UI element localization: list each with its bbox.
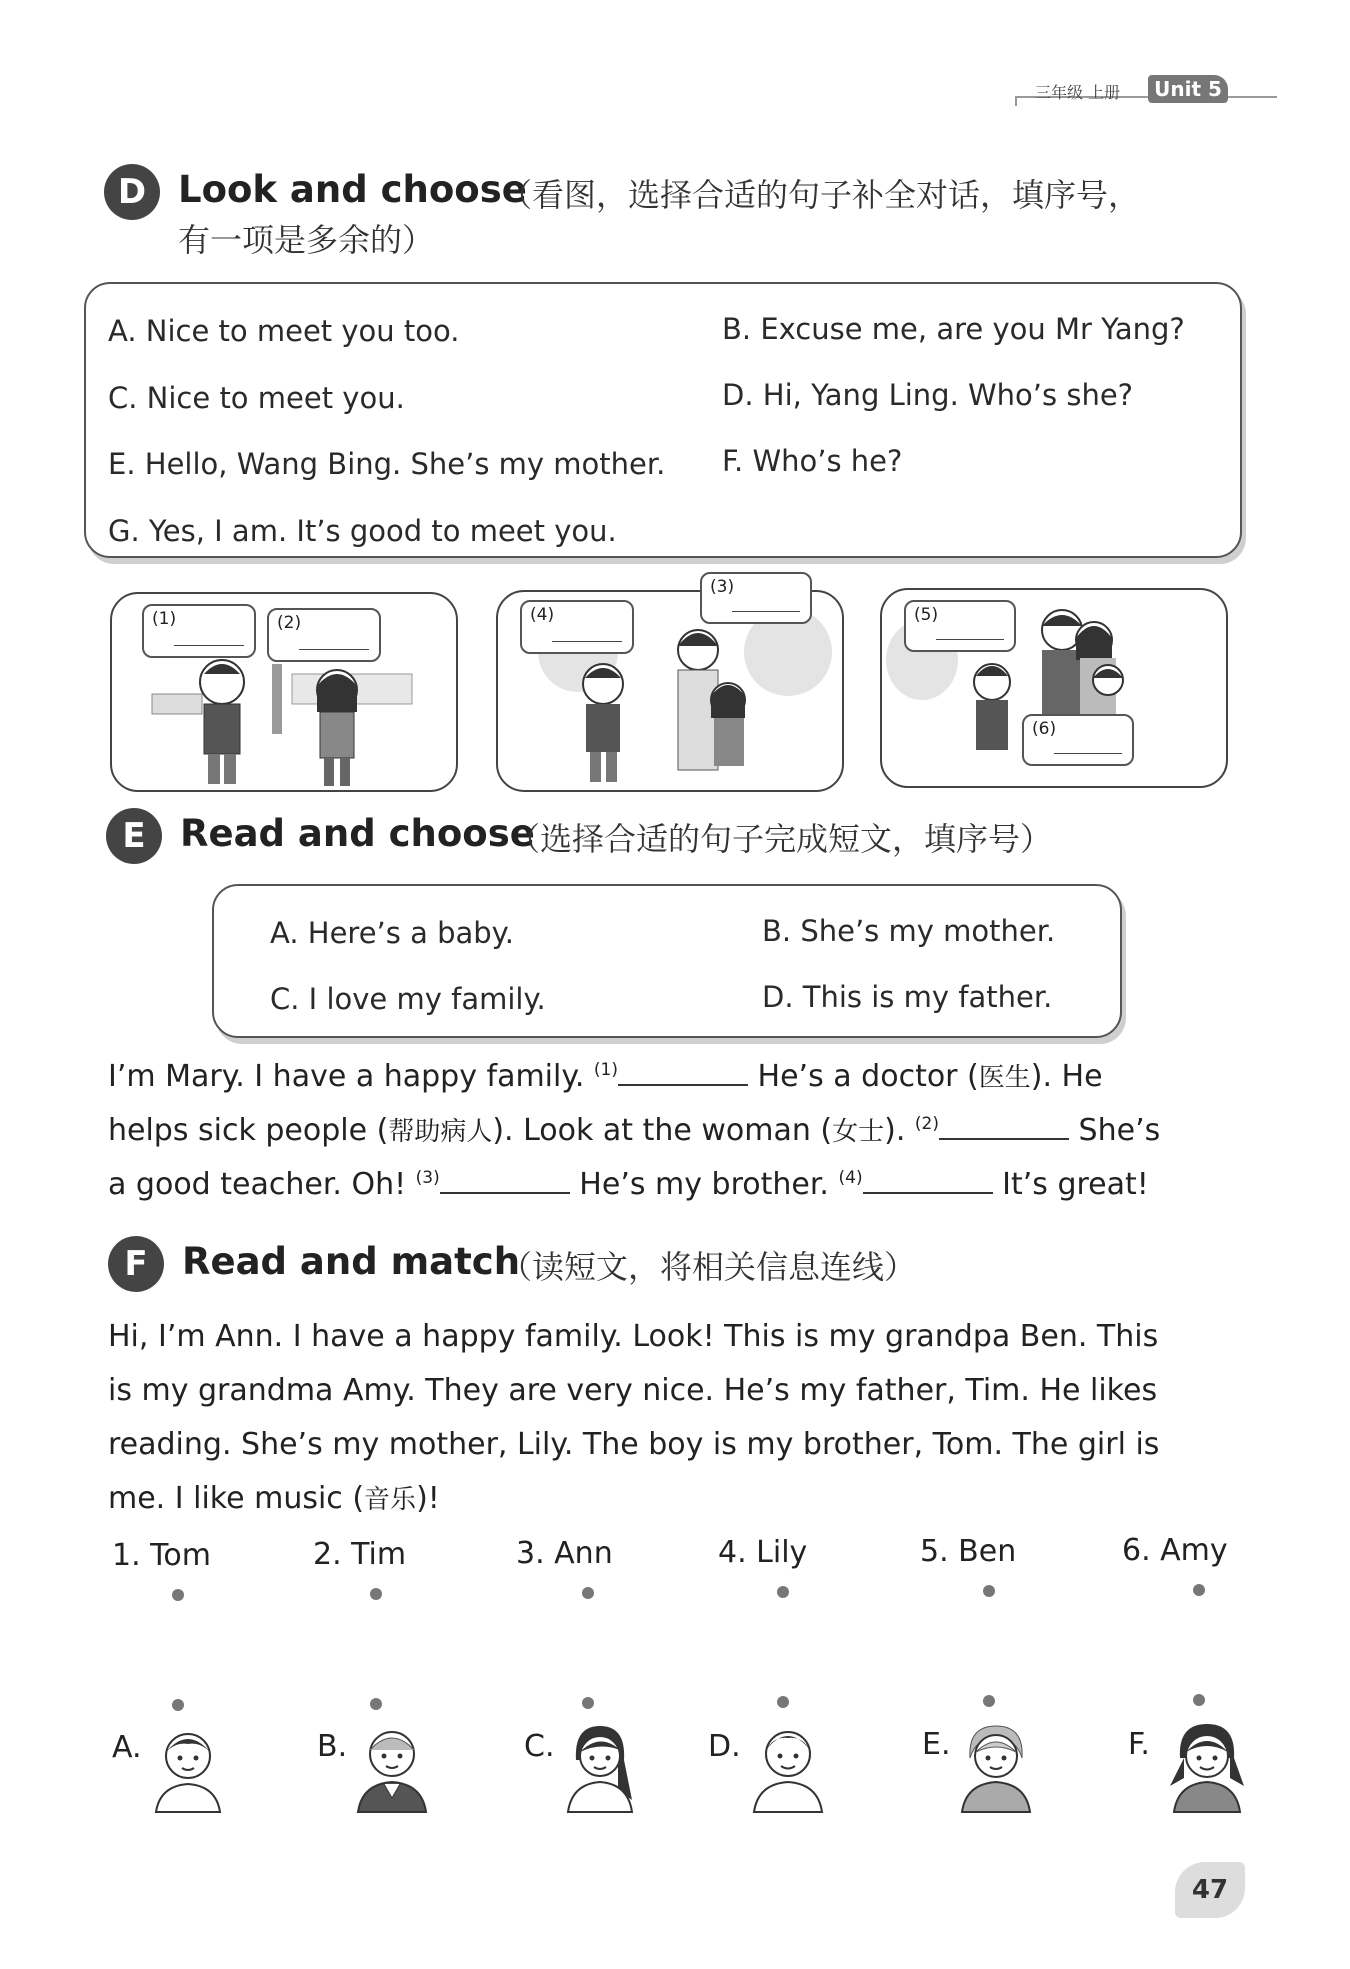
match-dot-bottom-e[interactable] bbox=[983, 1695, 995, 1707]
text: ). Look at the woman ( bbox=[492, 1113, 833, 1148]
text: She’s bbox=[1069, 1113, 1161, 1148]
chinese-gloss: 音乐 bbox=[364, 1485, 417, 1515]
chinese-gloss: 帮助病人 bbox=[388, 1117, 493, 1147]
bubble-number: (3) bbox=[710, 577, 735, 597]
chinese-gloss: 医生 bbox=[978, 1063, 1031, 1093]
match-name-1: 1. Tom bbox=[112, 1538, 211, 1573]
blank-line bbox=[732, 611, 800, 612]
blank-line bbox=[552, 641, 622, 642]
text: helps sick people ( bbox=[108, 1113, 389, 1148]
speech-bubble-6 bbox=[1022, 714, 1134, 766]
match-dot-bottom-d[interactable] bbox=[777, 1696, 789, 1708]
unit-badge: Unit 5 bbox=[1148, 75, 1228, 103]
grandma-portrait-icon bbox=[956, 1718, 1036, 1814]
picture-panel-1 bbox=[110, 592, 458, 792]
match-dot-top-4[interactable] bbox=[777, 1586, 789, 1598]
option-e: E. Hello, Wang Bing. She’s my mother. bbox=[108, 447, 666, 481]
text: a good teacher. Oh! bbox=[108, 1167, 416, 1202]
section-d-title: Look and choose bbox=[178, 168, 527, 211]
match-dot-bottom-f[interactable] bbox=[1193, 1694, 1205, 1706]
page-number: 47 bbox=[1175, 1862, 1245, 1918]
chinese-gloss: 女士 bbox=[832, 1117, 885, 1147]
blank-number: (2) bbox=[914, 1114, 940, 1134]
match-letter-a: A. bbox=[112, 1730, 142, 1765]
section-e-title: Read and choose bbox=[180, 812, 535, 855]
match-name-2: 2. Tim bbox=[313, 1537, 407, 1572]
bubble-number: (2) bbox=[277, 613, 302, 633]
section-f-title: Read and match bbox=[182, 1240, 521, 1283]
speech-bubble-5 bbox=[904, 600, 1016, 652]
blank-line bbox=[174, 645, 244, 646]
answer-blank-3[interactable] bbox=[440, 1170, 570, 1194]
speech-bubble-3 bbox=[700, 572, 812, 624]
answer-blank-2[interactable] bbox=[939, 1116, 1069, 1140]
section-d-instruction-2: 有一项是多余的） bbox=[178, 221, 435, 259]
match-dot-bottom-c[interactable] bbox=[582, 1697, 594, 1709]
option-d: D. This is my father. bbox=[762, 980, 1053, 1014]
bubble-number: (6) bbox=[1032, 719, 1057, 739]
section-e-passage-line-1 bbox=[108, 1043, 1103, 1105]
option-a: A. Here’s a baby. bbox=[270, 916, 514, 950]
match-dot-top-6[interactable] bbox=[1193, 1584, 1205, 1596]
option-d: D. Hi, Yang Ling. Who’s she? bbox=[722, 378, 1134, 412]
boy-portrait-icon bbox=[150, 1724, 226, 1814]
bubble-number: (1) bbox=[152, 609, 177, 629]
match-dot-bottom-b[interactable] bbox=[370, 1698, 382, 1710]
grandpa-portrait-icon bbox=[352, 1720, 432, 1814]
text: He’s my brother. bbox=[569, 1167, 839, 1202]
text: He’s a doctor ( bbox=[748, 1059, 979, 1094]
match-name-6: 6. Amy bbox=[1122, 1533, 1228, 1568]
option-c: C. Nice to meet you. bbox=[108, 381, 405, 415]
blank-number: (4) bbox=[838, 1168, 863, 1188]
match-dot-top-2[interactable] bbox=[370, 1588, 382, 1600]
picture-panel-3 bbox=[880, 588, 1228, 788]
blank-number: (3) bbox=[415, 1168, 440, 1188]
section-f-passage-line-4 bbox=[108, 1472, 440, 1527]
match-letter-b: B. bbox=[317, 1729, 348, 1764]
woman-portrait-icon bbox=[560, 1720, 640, 1814]
bubble-number: (5) bbox=[914, 605, 939, 625]
text: ). bbox=[884, 1113, 915, 1148]
section-f-passage-line-3: reading. She’s my mother, Lily. The boy is my brother, Tom. The girl is bbox=[108, 1427, 1160, 1462]
section-e-badge: E bbox=[106, 808, 162, 864]
match-dot-top-1[interactable] bbox=[172, 1589, 184, 1601]
match-name-3: 3. Ann bbox=[516, 1536, 613, 1571]
speech-bubble-4 bbox=[520, 600, 634, 654]
blank-line bbox=[936, 639, 1004, 640]
man-portrait-icon bbox=[748, 1720, 828, 1814]
grade-label: 三年级 上册 bbox=[1035, 83, 1121, 102]
girl-portrait-icon bbox=[1164, 1716, 1250, 1814]
match-name-5: 5. Ben bbox=[920, 1534, 1017, 1569]
match-dot-top-5[interactable] bbox=[983, 1585, 995, 1597]
text: )! bbox=[416, 1481, 440, 1516]
option-b: B. She’s my mother. bbox=[762, 914, 1056, 948]
match-letter-f: F. bbox=[1128, 1727, 1150, 1762]
section-f-instruction: （读短文，将相关信息连线） bbox=[500, 1248, 917, 1286]
text: ). He bbox=[1030, 1059, 1103, 1094]
blank-number: (1) bbox=[593, 1060, 618, 1080]
text: me. I like music ( bbox=[108, 1481, 365, 1516]
text: It’s great! bbox=[992, 1167, 1149, 1202]
section-e-passage-line-2 bbox=[108, 1097, 1160, 1159]
speech-bubble-2 bbox=[267, 608, 381, 662]
text: I’m Mary. I have a happy family. bbox=[108, 1059, 594, 1094]
match-name-4: 4. Lily bbox=[718, 1535, 808, 1570]
option-f: F. Who’s he? bbox=[722, 444, 903, 478]
match-dot-top-3[interactable] bbox=[582, 1587, 594, 1599]
match-dot-bottom-a[interactable] bbox=[172, 1699, 184, 1711]
option-c: C. I love my family. bbox=[270, 982, 546, 1016]
speech-bubble-1 bbox=[142, 604, 256, 658]
section-f-badge: F bbox=[108, 1236, 164, 1292]
option-g: G. Yes, I am. It’s good to meet you. bbox=[108, 514, 617, 548]
section-d-instruction: （看图，选择合适的句子补全对话，填序号， bbox=[500, 176, 1141, 214]
section-e-instruction: （选择合适的句子完成短文，填序号） bbox=[508, 820, 1053, 858]
section-d-badge: D bbox=[104, 164, 160, 220]
blank-line bbox=[299, 649, 369, 650]
match-letter-e: E. bbox=[922, 1727, 951, 1762]
answer-blank-1[interactable] bbox=[618, 1062, 748, 1086]
section-e-passage-line-3 bbox=[108, 1151, 1149, 1212]
match-letter-c: C. bbox=[524, 1729, 555, 1764]
blank-line bbox=[1054, 753, 1122, 754]
answer-blank-4[interactable] bbox=[863, 1170, 993, 1194]
option-b: B. Excuse me, are you Mr Yang? bbox=[722, 312, 1185, 346]
section-f-passage-line-1: Hi, I’m Ann. I have a happy family. Look! This is my grandpa Ben. This bbox=[108, 1319, 1159, 1354]
option-a: A. Nice to meet you too. bbox=[108, 314, 460, 348]
section-d-options-box bbox=[84, 282, 1242, 558]
section-f-passage-line-2: is my grandma Amy. They are very nice. He’s my father, Tim. He likes bbox=[108, 1373, 1158, 1408]
section-e-options-box bbox=[212, 884, 1122, 1038]
match-letter-d: D. bbox=[708, 1729, 741, 1764]
bubble-number: (4) bbox=[530, 605, 555, 625]
